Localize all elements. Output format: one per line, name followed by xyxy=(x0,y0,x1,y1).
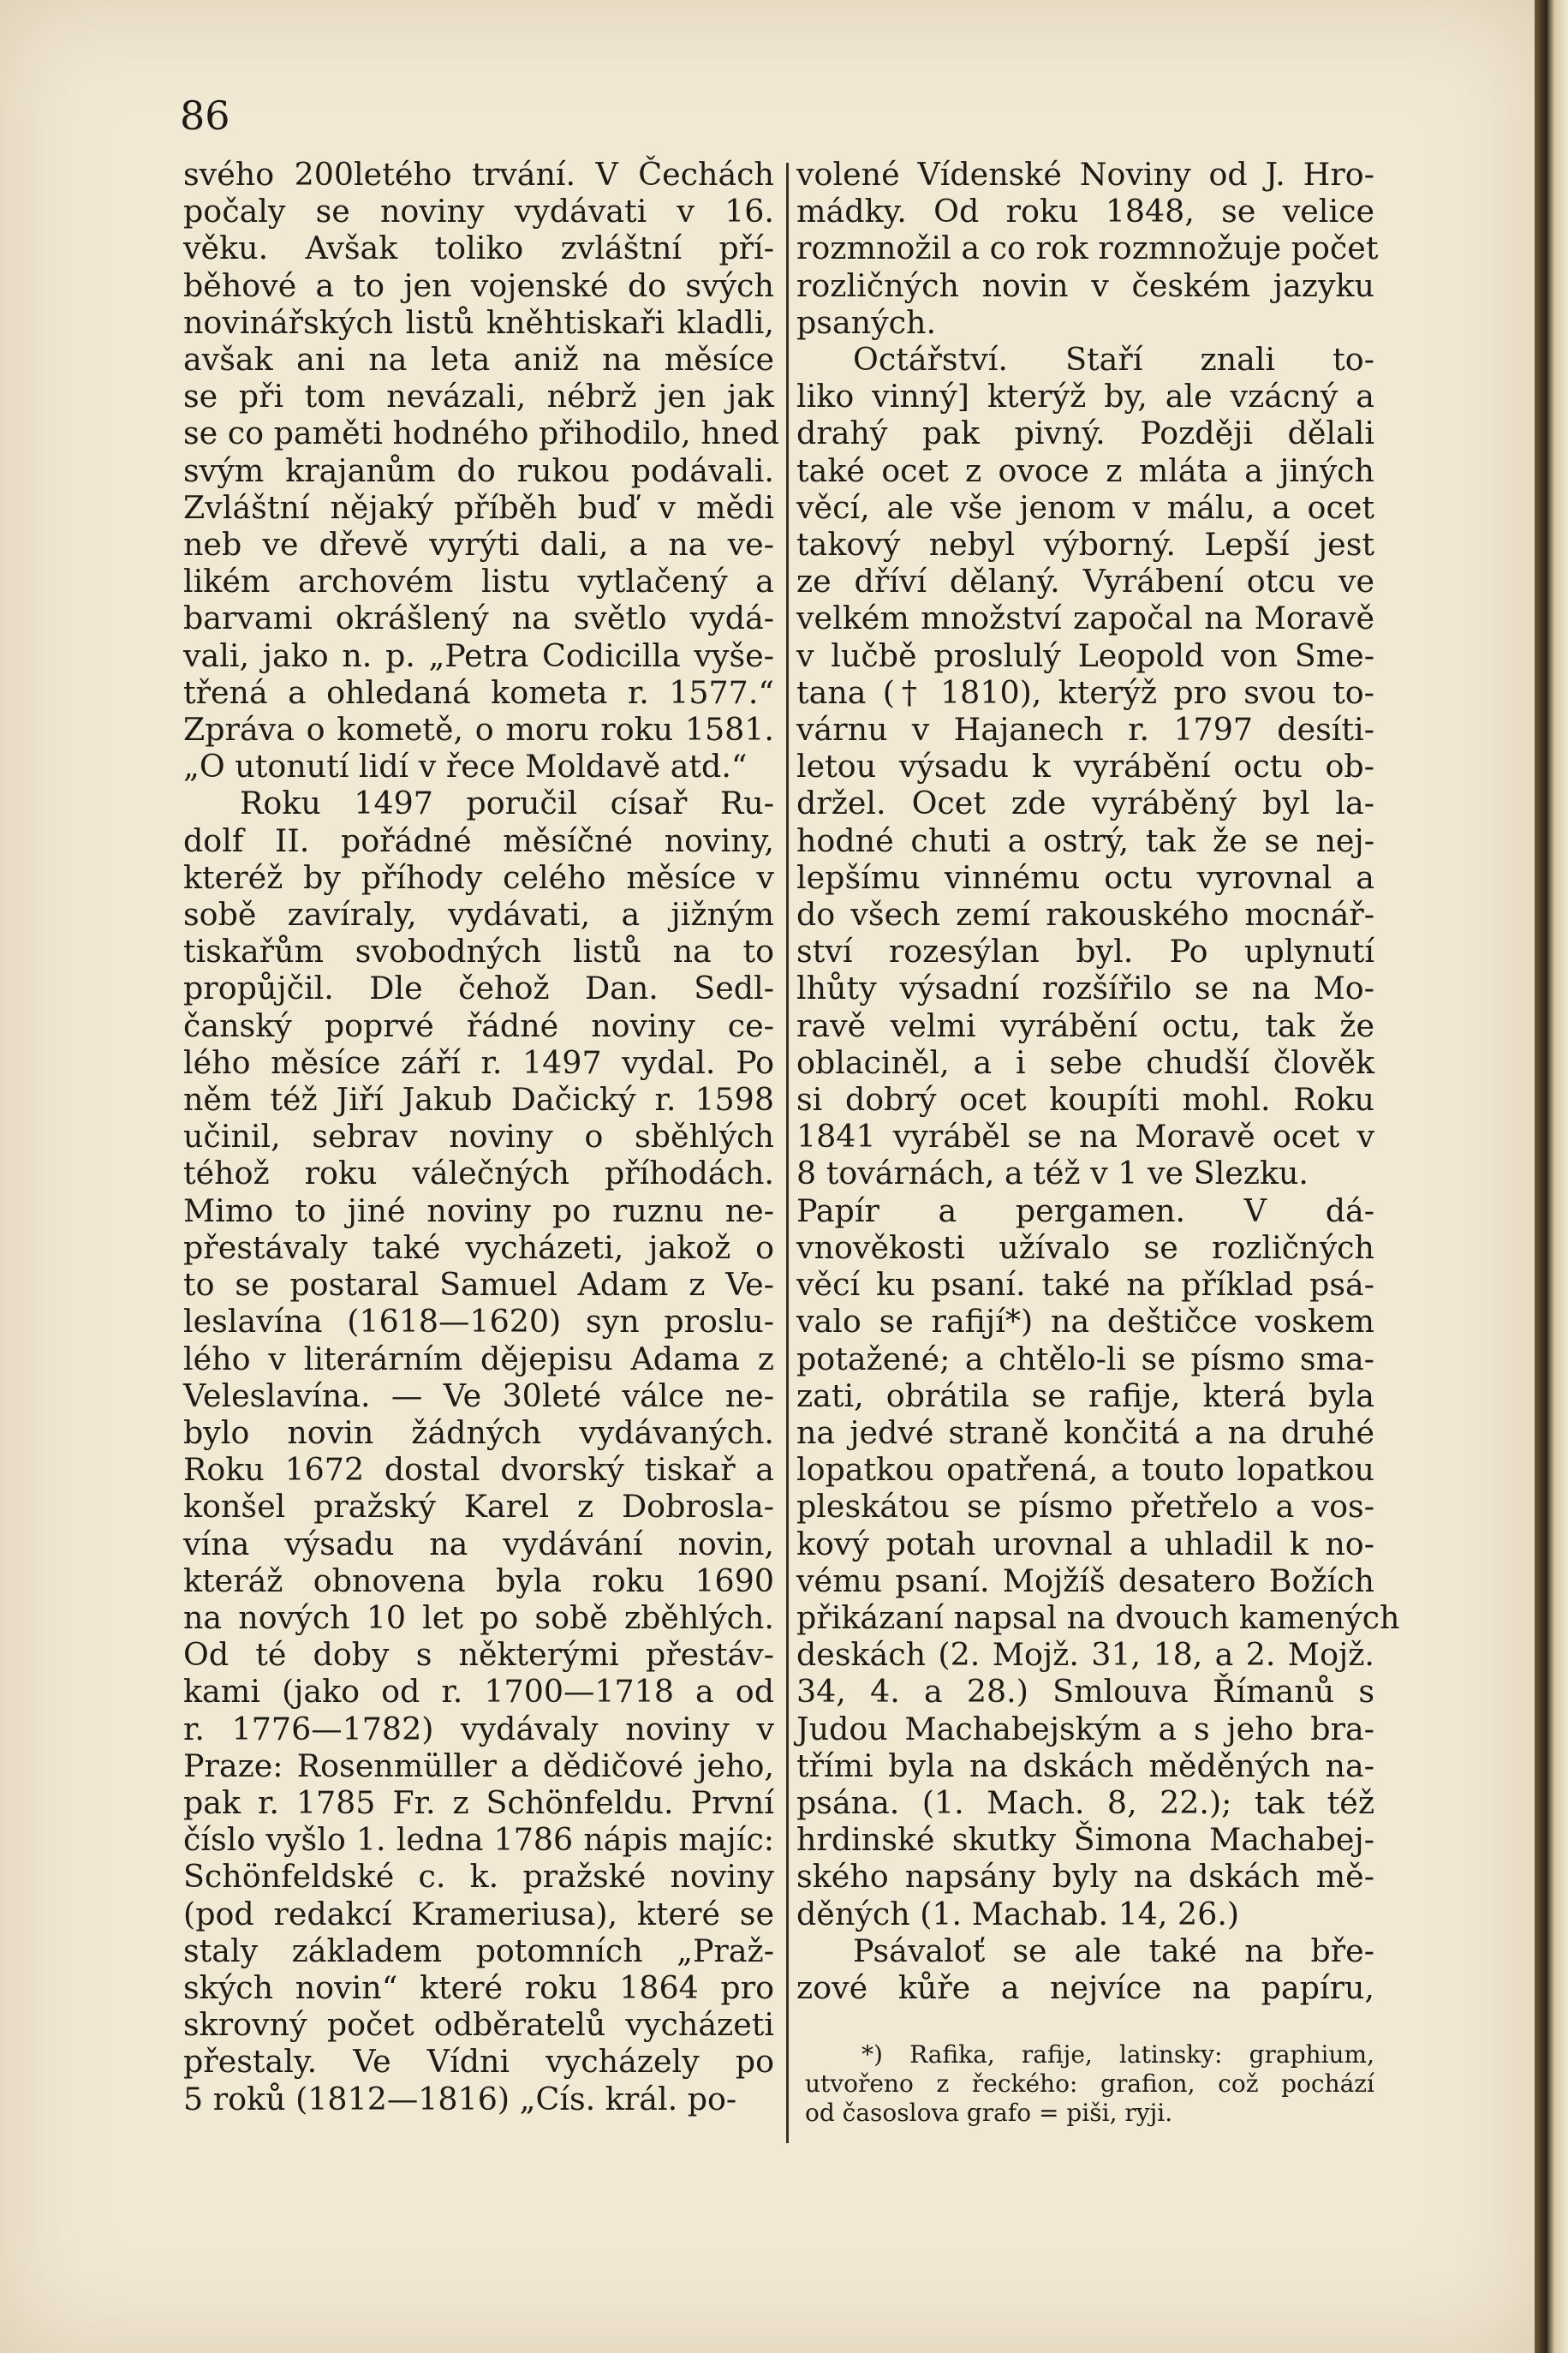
left-column-line: barvami okrášlený na světlo vydá- xyxy=(183,600,774,637)
left-column-line: vali, jako n. p. „Petra Codicilla vyše- xyxy=(183,636,774,674)
right-column-line: Octářství. Staří znali to- xyxy=(853,341,1374,379)
right-column-line: ze dříví dělaný. Vyrábení otcu ve xyxy=(796,563,1374,600)
left-column-line: počaly se noviny vydávati v 16. xyxy=(183,193,774,230)
left-column-line: ských novin“ které roku 1864 pro xyxy=(183,1968,774,2006)
right-column-line: 34, 4. a 28.) Smlouva Římanů s xyxy=(796,1673,1374,1711)
right-column-line: zati, obrátila se rafije, která byla xyxy=(796,1377,1374,1414)
right-column-line: rozličných novin v českém jazyku xyxy=(796,266,1374,304)
right-column xyxy=(796,156,1400,2006)
right-column-line: oblaciněl, a i sebe chudší člověk xyxy=(796,1043,1374,1081)
right-column-line: psaných. xyxy=(796,303,937,341)
right-column-line: pleskátou se písmo přetřelo a vos- xyxy=(796,1488,1374,1526)
left-column-line: svým krajanům do rukou podávali. xyxy=(183,451,774,489)
right-column-line: na jedvé straně končitá a na druhé xyxy=(796,1413,1374,1451)
right-column-line: lopatkou opatřená, a touto lopatkou xyxy=(796,1451,1374,1489)
right-column-line: zové kůře a nejvíce na papíru, xyxy=(796,1968,1374,2006)
left-column-line: Od té doby s některými přestáv- xyxy=(183,1636,774,1674)
left-column-line: věku. Avšak toliko zvláštní pří- xyxy=(183,230,774,267)
right-column-line: kový potah urovnal a uhladil k no- xyxy=(796,1525,1374,1562)
left-column-line: propůjčil. Dle čehož Dan. Sedl- xyxy=(183,970,774,1007)
left-column-line: číslo vyšlo 1. ledna 1786 nápis majíc: xyxy=(183,1821,774,1859)
left-column-line: dolf II. pořádné měsíčné noviny, xyxy=(183,821,774,859)
left-column-line: Zpráva o kometě, o moru roku 1581. xyxy=(183,711,774,749)
right-column-line: 8 továrnách, a též v 1 ve Slezku. xyxy=(796,1155,1309,1192)
left-column-line: Roku 1672 dostal dvorský tiskař a xyxy=(183,1451,774,1489)
footnote-line: utvořeno z řeckého: grafion, což pochází xyxy=(805,2069,1374,2098)
column-divider xyxy=(786,163,789,2143)
right-column-line: také ocet z ovoce z mláta a jiných xyxy=(796,451,1374,489)
left-column-line: se co paměti hodného přihodilo, hned xyxy=(183,415,780,452)
left-column-line: svého 200letého trvání. V Čechách xyxy=(183,156,774,193)
left-column-line: to se postaral Samuel Adam z Ve- xyxy=(183,1266,774,1304)
left-column-line: běhové a to jen vojenské do svých xyxy=(183,266,774,304)
left-column-line: neb ve dřevě vyrýti dali, a na ve- xyxy=(183,526,774,564)
right-column-line: vému psaní. Mojžíš desatero Božích xyxy=(796,1562,1374,1599)
left-column-line: avšak ani na leta aniž na měsíce xyxy=(183,341,774,379)
left-column-line: kteréž by příhody celého měsíce v xyxy=(183,858,774,896)
right-column-line: 1841 vyráběl se na Moravě ocet v xyxy=(796,1118,1374,1156)
right-column-line: valo se rafijí*) na deštičce voskem xyxy=(796,1303,1374,1341)
right-column-line: volené Vídenské Noviny od J. Hro- xyxy=(796,156,1374,193)
right-column-line: potažené; a chtělo-li se písmo sma- xyxy=(796,1340,1374,1377)
right-column-line: lhůty výsadní rozšířilo se na Mo- xyxy=(796,970,1374,1007)
book-spine-edge xyxy=(1535,0,1568,2353)
left-column-line: „O utonutí lidí v řece Moldavě atd.“ xyxy=(183,748,748,785)
right-column-line: Judou Machabejským a s jeho bra- xyxy=(796,1710,1374,1747)
left-column-line: 5 roků (1812—1816) „Cís. král. po- xyxy=(183,2080,737,2117)
right-column-line: děných (1. Machab. 14, 26.) xyxy=(796,1895,1240,1932)
right-column-line: ravě velmi vyrábění octu, tak že xyxy=(796,1006,1374,1044)
left-column-line: pak r. 1785 Fr. z Schönfeldu. První xyxy=(183,1783,774,1821)
left-column-line: lého v literárním dějepisu Adama z xyxy=(183,1340,774,1377)
left-column-line: přestávaly také vycházeti, jakož o xyxy=(183,1228,774,1266)
footnote-line: od časoslova grafo = piši, ryji. xyxy=(805,2099,1173,2127)
left-column-line: téhož roku válečných příhodách. xyxy=(183,1155,774,1192)
left-column-line: Roku 1497 poručil císař Ru- xyxy=(240,785,774,822)
left-column-line: na nových 10 let po sobě zběhlých. xyxy=(183,1598,774,1636)
right-column-line: třími byla na dskách měděných na- xyxy=(796,1747,1374,1784)
left-column-line: r. 1776—1782) vydávaly noviny v xyxy=(183,1710,774,1747)
footnote-line: *) Rafika, rafije, latinsky: graphium, xyxy=(862,2040,1374,2069)
right-column-line: hrdinské skutky Šimona Machabej- xyxy=(796,1821,1374,1859)
left-column-line: kteráž obnovena byla roku 1690 xyxy=(183,1562,774,1599)
left-column-line: Praze: Rosenmüller a dědičové jeho, xyxy=(183,1747,774,1784)
left-column-line: čanský poprvé řádné noviny ce- xyxy=(183,1006,774,1044)
left-column-line: staly základem potomních „Praž- xyxy=(183,1932,774,1969)
right-column-line: tana († 1810), kterýž pro svou to- xyxy=(796,673,1374,711)
right-column-line: Papír a pergamen. V dá- xyxy=(796,1191,1374,1229)
left-column-line: Mimo to jiné noviny po ruznu ne- xyxy=(183,1191,774,1229)
left-column-line: Veleslavína. — Ve 30leté válce ne- xyxy=(183,1377,774,1414)
left-column-line: bylo novin žádných vydávaných. xyxy=(183,1413,774,1451)
right-column-line: věcí ku psaní. také na příklad psá- xyxy=(796,1266,1374,1304)
left-column-line: vína výsadu na vydávání novin, xyxy=(183,1525,774,1562)
right-column-line: takový nebyl výborný. Lepší jest xyxy=(796,526,1374,564)
right-column-line: ství rozesýlan byl. Po uplynutí xyxy=(796,933,1374,970)
right-column-line: várnu v Hajanech r. 1797 desíti- xyxy=(796,711,1374,749)
left-column-line: něm též Jiří Jakub Dačický r. 1598 xyxy=(183,1081,774,1119)
left-column-line: konšel pražský Karel z Dobrosla- xyxy=(183,1488,774,1526)
right-column-line: v lučbě proslulý Leopold von Sme- xyxy=(796,636,1374,674)
right-column-line: přikázaní napsal na dvouch kamených xyxy=(796,1598,1400,1636)
right-column-line: velkém množství započal na Moravě xyxy=(796,600,1374,637)
page-number: 86 xyxy=(180,93,230,139)
right-column-line: letou výsadu k vyrábění octu ob- xyxy=(796,748,1374,785)
right-column-line: do všech zemí rakouského mocnář- xyxy=(796,896,1374,934)
left-column-line: přestaly. Ve Vídni vycházely po xyxy=(183,2043,774,2081)
left-column-line: Schönfeldské c. k. pražské noviny xyxy=(183,1858,774,1896)
left-column-line: tiskařům svobodných listů na to xyxy=(183,933,774,970)
left-column-line: se při tom nevázali, nébrž jen jak xyxy=(183,378,774,415)
left-column-line: leslavína (1618—1620) syn proslu- xyxy=(183,1303,774,1341)
left-column-line: novinářských listů kněhtiskaři kladli, xyxy=(183,303,774,341)
right-column-line: rozmnožil a co rok rozmnožuje počet xyxy=(796,230,1379,267)
right-column-line: mádky. Od roku 1848, se velice xyxy=(796,193,1374,230)
left-column xyxy=(183,156,780,2117)
right-column-line: Psávaloť se ale také na bře- xyxy=(853,1932,1374,1969)
right-column-line: věcí, ale vše jenom v málu, a ocet xyxy=(796,488,1374,526)
footnote xyxy=(805,2040,1374,2128)
left-column-line: likém archovém listu vytlačený a xyxy=(183,563,774,600)
left-column-line: lého měsíce září r. 1497 vydal. Po xyxy=(183,1043,774,1081)
right-column-line: psána. (1. Mach. 8, 22.); tak též xyxy=(796,1783,1374,1821)
right-column-line: drahý pak pivný. Později dělali xyxy=(796,415,1374,452)
left-column-line: sobě zavíraly, vydávati, a jižným xyxy=(183,896,774,934)
right-column-line: vnověkosti užívalo se rozličných xyxy=(796,1228,1374,1266)
right-column-line: lepšímu vinnému octu vyrovnal a xyxy=(796,858,1374,896)
left-column-line: třená a ohledaná kometa r. 1577.“ xyxy=(183,673,774,711)
right-column-line: deskách (2. Mojž. 31, 18, a 2. Mojž. xyxy=(796,1636,1374,1674)
right-column-line: hodné chuti a ostrý, tak že se nej- xyxy=(796,821,1374,859)
left-column-line: Zvláštní nějaký příběh buď v mědi xyxy=(183,488,774,526)
left-column-line: učinil, sebrav noviny o sběhlých xyxy=(183,1118,774,1156)
left-column-line: kami (jako od r. 1700—1718 a od xyxy=(183,1673,774,1711)
right-column-line: si dobrý ocet koupíti mohl. Roku xyxy=(796,1081,1374,1119)
left-column-line: skrovný počet odběratelů vycházeti xyxy=(183,2006,774,2044)
left-column-line: (pod redakcí Krameriusa), které se xyxy=(183,1895,774,1932)
right-column-line: držel. Ocet zde vyráběný byl la- xyxy=(796,785,1374,822)
right-column-line: ského napsány byly na dskách mě- xyxy=(796,1858,1374,1896)
right-column-line: liko vinný] kterýž by, ale vzácný a xyxy=(796,378,1374,415)
